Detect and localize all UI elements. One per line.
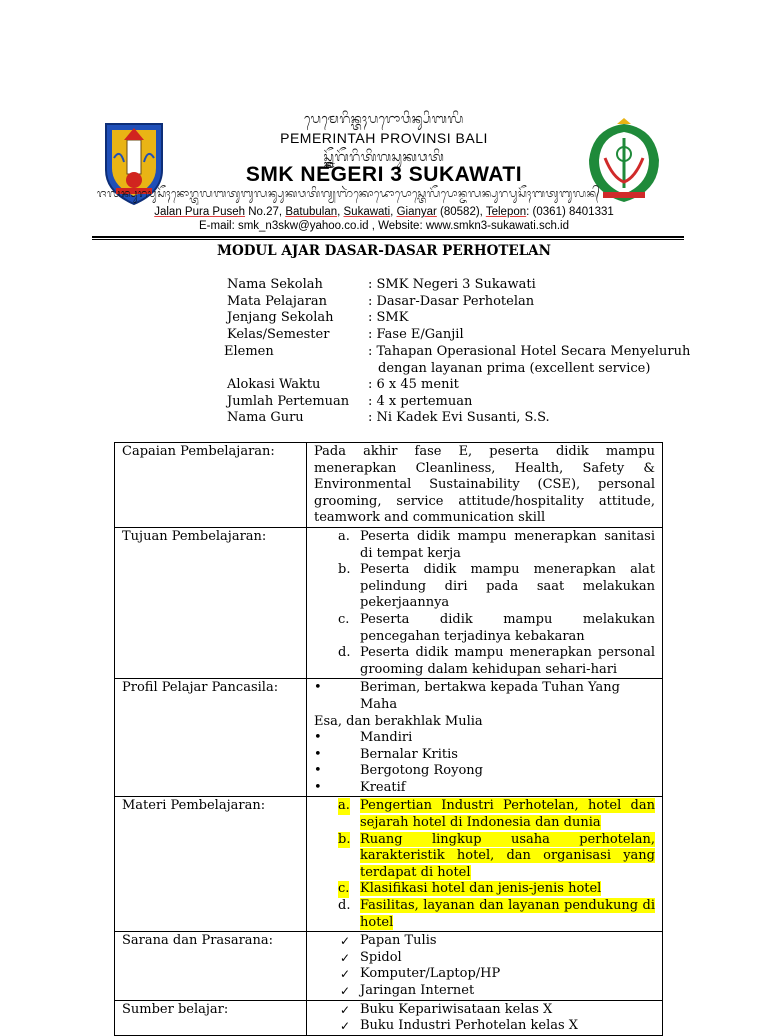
list-marker: b. [338, 831, 351, 847]
identity-key: Kelas/Semester [227, 326, 330, 342]
tujuan-list [314, 529, 655, 678]
letterhead-divider-thin [92, 239, 684, 240]
identity-value: : 6 x 45 menit [368, 377, 459, 392]
table-row-tujuan [115, 527, 663, 678]
list-item-text: Spidol [360, 949, 402, 965]
email-website-line: E-mail: smk_n3skw@yahoo.co.id , Website: www.smkn3-sukawati.sch.id [198, 220, 569, 232]
table-row-sumber [115, 1000, 663, 1035]
identity-key: Mata Pelajaran [227, 293, 328, 309]
address-phone: : (0361) 8401331 [526, 206, 614, 218]
list-marker: d. [338, 898, 351, 914]
capaian-text: Pada akhir fase E, peserta didik mampu menerapkan Cleanliness, Health, Safety & Environmental Sustainability (CSE), personal grooming, service attitude/hospitality attitude, teamwork and communication skill [307, 443, 663, 528]
list-marker: b. [338, 562, 351, 578]
identity-key: Elemen [224, 344, 274, 359]
tujuan-cell [307, 527, 663, 678]
profil-list [314, 730, 655, 796]
bullet-icon: • [314, 763, 322, 779]
list-item [314, 881, 655, 898]
identity-key: Jumlah Pertemuan [227, 393, 350, 409]
identity-value: : Dasar-Dasar Perhotelan [368, 293, 535, 309]
bullet-icon: • [314, 680, 322, 696]
identity-row [0, 410, 768, 430]
profil-first-item [314, 680, 655, 713]
checkmark-icon: ✓ [340, 934, 351, 949]
row-label: Capaian Pembelajaran: [115, 443, 307, 528]
list-item [314, 747, 655, 764]
school-name: SMK NEGERI 3 SUKAWATI [245, 163, 523, 186]
checkmark-icon: ✓ [340, 984, 351, 998]
list-item-text: Komputer/Laptop/HP [360, 966, 501, 982]
list-marker: c. [338, 611, 350, 627]
address-village: Batubulan [285, 206, 338, 218]
balinese-script-address: ᬚᬮᬦ᭄ᬧᬸᬭᬧᬸᬲᭂᬄᬦᭀᬭ᭄ᬢᬸᬮᬩᬢᬸᬩᬸᬮᬦ᭄ᬲᬸᬓᬯᬢᬶᬕ᭄ᬬᬜᬃᬓᭀᬤᭀᬧᭀᬲ᭄ᬢᬾᬮᭂᬧᭀᬦ᭄ᬚᬮᬦ᭄ᬧᬸᬭᬧᬸᬲᭂᬄᬩᬢᬸᬩᬸᬮᬦ᭄ [97, 187, 601, 200]
row-label: Profil Pelajar Pancasila: [115, 679, 307, 797]
list-item-text: Kreatif [360, 779, 406, 795]
list-item [314, 763, 655, 780]
highlighted-text: Fasilitas, layanan dan layanan pendukung di hotel [360, 898, 655, 930]
letterhead-divider-thick [92, 236, 684, 238]
row-label: Materi Pembelajaran: [115, 797, 307, 932]
address-sep: , [390, 206, 397, 218]
list-item-text: Peserta didik mampu menerapkan personal grooming dalam kehidupan sehari-hari [360, 645, 655, 677]
highlighted-text: Pengertian Industri Perhotelan, hotel dan sejarah hotel di Indonesia dan dunia [360, 798, 655, 831]
list-item [314, 933, 655, 950]
list-item [314, 966, 655, 983]
list-item [314, 780, 655, 797]
address-street: Jalan Pura Puseh [154, 206, 246, 218]
list-item [314, 898, 655, 931]
list-item-text: Bernalar Kritis [360, 746, 458, 762]
list-item [314, 730, 655, 747]
list-item-text: Buku Industri Perhotelan kelas X [360, 1018, 579, 1034]
list-item-text: Peserta didik mampu menerapkan alat pelindung diri pada saat melakukan pekerjaannya [360, 562, 655, 611]
sumber-list [314, 1002, 655, 1035]
list-item [314, 950, 655, 967]
row-label: Sumber belajar: [115, 1000, 307, 1035]
list-item-text: Papan Tulis [360, 933, 437, 949]
list-marker: c. [338, 881, 350, 897]
address-number: No.27, [245, 206, 286, 218]
identity-value: : Ni Kadek Evi Susanti, S.S. [368, 410, 550, 425]
school-address [0, 206, 768, 218]
list-item-text: Bergotong Royong [360, 763, 483, 779]
checkmark-icon: ✓ [340, 950, 351, 965]
identity-row [0, 344, 768, 380]
list-item-text: Mandiri [360, 730, 413, 746]
bullet-icon: • [314, 779, 322, 795]
address-postcode: (80582), [436, 206, 486, 218]
checkmark-icon: ✓ [340, 1019, 351, 1034]
row-label: Sarana dan Prasarana: [115, 932, 307, 1000]
list-item [314, 1002, 655, 1019]
list-item-text: Beriman, bertakwa kepada Tuhan Yang Maha [360, 680, 620, 712]
list-item [314, 832, 655, 882]
list-marker: a. [338, 798, 350, 814]
list-item-text: Peserta didik mampu melakukan pencegahan terjadinya kebakaran [360, 611, 655, 644]
identity-value-continued: dengan layanan prima (excellent service) [378, 360, 651, 376]
checkmark-icon: ✓ [340, 1002, 351, 1017]
sarana-cell [307, 932, 663, 1000]
table-row-capaian [115, 443, 663, 528]
list-item [314, 645, 655, 678]
materi-list [314, 798, 655, 931]
list-item-text: Jaringan Internet [360, 983, 475, 998]
lesson-module-table [114, 442, 663, 1036]
table-row-materi [115, 797, 663, 932]
list-marker: d. [338, 645, 351, 661]
bullet-icon: • [314, 730, 322, 746]
government-name: PEMERINTAH PROVINSI BALI [280, 130, 488, 146]
bullet-icon: • [314, 746, 322, 762]
sarana-list [314, 933, 655, 999]
identity-key: Alokasi Waktu [227, 377, 321, 392]
checkmark-icon: ✓ [340, 967, 351, 982]
list-item [314, 529, 655, 562]
identity-value: : Tahapan Operasional Hotel Secara Menyeluruh [368, 344, 691, 359]
address-phone-label: Telepon [485, 206, 527, 218]
list-item [314, 562, 655, 612]
list-item [314, 983, 655, 1000]
sumber-cell [307, 1000, 663, 1035]
identity-value: : SMK [368, 310, 409, 325]
materi-cell [307, 797, 663, 932]
identity-value: : SMK Negeri 3 Sukawati [368, 277, 536, 292]
row-label: Tujuan Pembelajaran: [115, 527, 307, 678]
table-row-sarana [115, 932, 663, 1000]
list-item [314, 1018, 655, 1035]
list-item [314, 612, 655, 645]
balinese-script-line-2: ᬲ᭄ᬫ᭄ᬓ᭄ᬦᭂᬕᭂᬭᬶᬢᬶᬕᬲᬸᬓᬯᬢᬶ [323, 150, 445, 165]
identity-key: Nama Guru [227, 410, 304, 425]
highlighted-text: Ruang lingkup usaha perhotelan, karakteristik hotel, dan organisasi yang terdapat di hotel [360, 831, 655, 880]
list-item-text: Buku Kepariwisataan kelas X [360, 1001, 553, 1017]
address-regency: Gianyar [396, 206, 437, 218]
list-item-text: Peserta didik mampu menerapkan sanitasi di tempat kerja [360, 528, 655, 561]
profil-first-item-continued: Esa, dan berakhlak Mulia [314, 713, 483, 729]
identity-value: : 4 x pertemuan [368, 393, 473, 409]
list-item [314, 798, 655, 831]
address-sep: , [337, 206, 344, 218]
identity-key: Jenjang Sekolah [227, 310, 334, 325]
document-title: MODUL AJAR DASAR-DASAR PERHOTELAN [217, 243, 551, 259]
highlighted-text: Klasifikasi hotel dan jenis-jenis hotel [360, 881, 602, 897]
balinese-script-line-1: ᬧᬾᬫᬾᬭᬶᬦ᭄ᬢᬄᬧᬭᭀᬯᬶᬦ᭄ᬲᬶᬩᬮᬶ [304, 112, 464, 127]
profil-cell [307, 679, 663, 797]
address-district: Sukawati [343, 206, 391, 218]
list-marker: a. [338, 528, 350, 544]
identity-value: : Fase E/Ganjil [368, 326, 464, 342]
table-row-profil [115, 679, 663, 797]
identity-key: Nama Sekolah [227, 277, 323, 292]
